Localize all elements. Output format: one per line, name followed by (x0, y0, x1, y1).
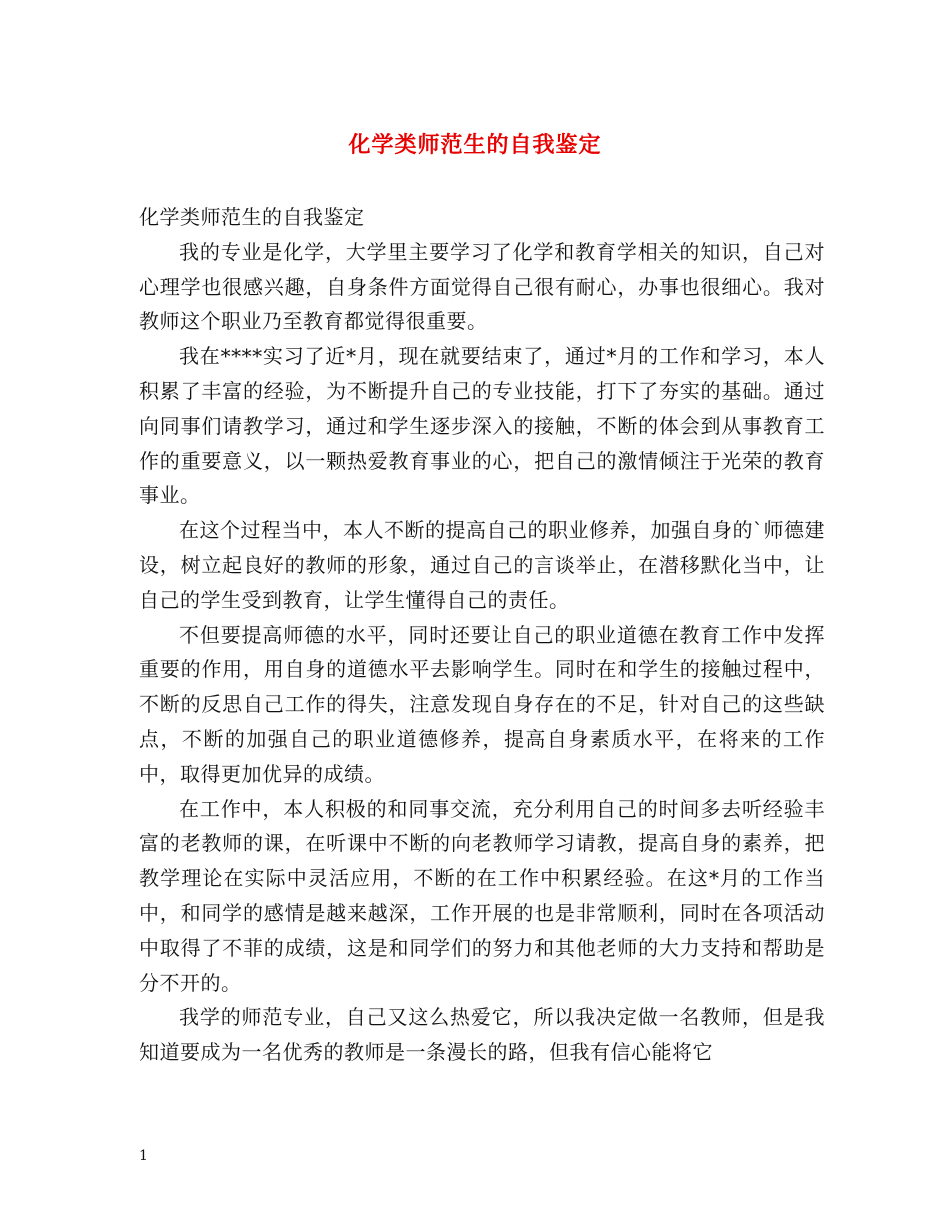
page-number: 1 (139, 1148, 148, 1164)
paragraph: 在工作中，本人积极的和同事交流，充分利用自己的时间多去听经验丰富的老教师的课，在听课中不断的向老教师学习请教，提高自身的素养，把教学理论在实际中灵活应用，不断的在工作中积累经验。在这*月的工作当中，和同学的感情是越来越深，工作开展的也是非常顺利，同时在各项活动中取得了不菲的成绩，这是和同学们的努力和其他老师的大力支持和帮助是分不开的。 (139, 796, 825, 995)
paragraph: 我在****实习了近*月，现在就要结束了，通过*月的工作和学习，本人积累了丰富的经验，为不断提升自己的专业技能，打下了夯实的基础。通过向同事们请教学习，通过和学生逐步深入的接触，不断的体会到从事教育工作的重要意义，以一颗热爱教育事业的心，把自己的激情倾注于光荣的教育事业。 (139, 344, 825, 508)
paragraph: 在这个过程当中，本人不断的提高自己的职业修养，加强自身的`师德建设，树立起良好的教师的形象，通过自己的言谈举止，在潜移默化当中，让自己的学生受到教育，让学生懂得自己的责任。 (139, 518, 825, 612)
paragraph: 我的专业是化学，大学里主要学习了化学和教育学相关的知识，自己对心理学也很感兴趣，自身条件方面觉得自己很有耐心，办事也很细心。我对教师这个职业乃至教育都觉得很重要。 (139, 239, 825, 334)
paragraph: 不但要提高师德的水平，同时还要让自己的职业道德在教育工作中发挥重要的作用，用自身的道德水平去影响学生。同时在和学生的接触过程中，不断的反思自己工作的得失，注意发现自身存在的不足，针对自己的这些缺点，不断的加强自己的职业道德修养，提高自身素质水平，在将来的工作中，取得更加优异的成绩。 (139, 622, 825, 786)
document-subtitle: 化学类师范生的自我鉴定 (139, 205, 365, 229)
paragraph: 我学的师范专业，自己又这么热爱它，所以我决定做一名教师，但是我知道要成为一名优秀的教师是一条漫长的路，但我有信心能将它 (139, 1005, 825, 1065)
document-body (139, 200, 825, 1070)
document-title: 化学类师范生的自我鉴定 (348, 132, 602, 158)
